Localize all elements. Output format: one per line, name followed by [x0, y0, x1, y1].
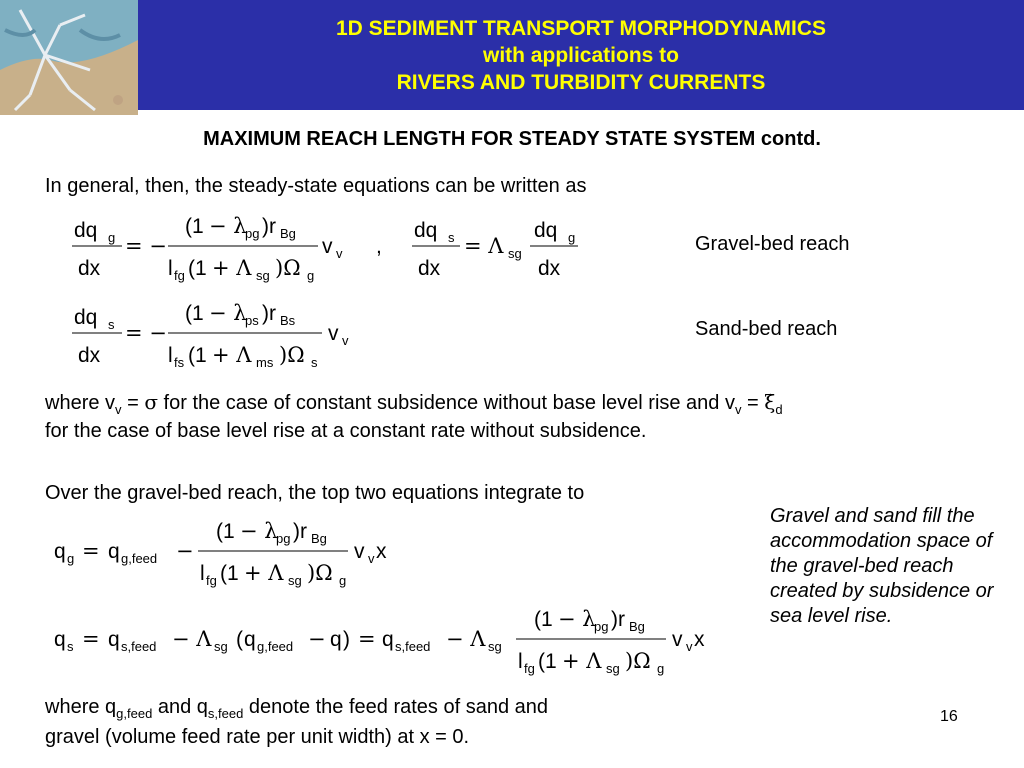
eq-text: q — [244, 628, 256, 651]
eq-text: s — [67, 639, 74, 654]
eq-text: g,feed — [257, 639, 294, 654]
eq-text: pg — [245, 226, 260, 241]
subscript: g,feed — [116, 706, 153, 721]
eq-text: q — [330, 628, 342, 651]
eq-text: dx — [418, 257, 441, 280]
eq-text: pg — [276, 531, 291, 546]
eq-text: , — [376, 235, 382, 258]
eq-text: dq — [74, 306, 98, 329]
eq-text: g — [67, 551, 75, 566]
eq-text: Bg — [311, 531, 327, 546]
eq-text: v — [368, 551, 375, 566]
equation-sand-dqs — [60, 292, 360, 377]
eq-text: (1 — [188, 257, 207, 280]
eq-text: s,feed — [121, 639, 157, 654]
eq-text: (1 — [188, 344, 207, 367]
eq-text: l — [200, 562, 205, 585]
text-segment: where v — [45, 392, 116, 414]
minus-lambda: − λ — [558, 607, 596, 631]
subscript: v — [735, 402, 742, 417]
eq-text: v — [686, 639, 693, 654]
eq-text: q — [382, 628, 394, 651]
eq-text: q — [108, 628, 120, 651]
omega: )Ω — [279, 343, 305, 367]
eq-text: fg — [174, 268, 185, 283]
delta-image-art — [0, 0, 138, 115]
equals-sign: = — [82, 627, 100, 651]
eq-text: l — [168, 344, 173, 367]
plus-Lambda: + Λ — [212, 256, 252, 280]
eq-text: dq — [534, 219, 558, 242]
feed-rate-line-2: gravel (volume feed rate per unit width) at x = 0. — [45, 726, 470, 748]
eq-text: pg — [594, 619, 609, 634]
xi-dot-symbol: ξ̇ — [764, 390, 776, 414]
delta-landscape-image — [0, 0, 138, 115]
minus-sign: − — [176, 539, 194, 563]
page-number: 16 — [940, 708, 958, 725]
text-segment: and q — [152, 696, 208, 718]
eq-text: sg — [606, 661, 620, 676]
equation-integrated-qs — [50, 598, 730, 683]
omega: )Ω — [275, 256, 301, 280]
minus-sign: − — [308, 627, 326, 651]
minus-lambda: − λ — [240, 519, 278, 543]
banner-line-2: with applications to — [482, 44, 679, 67]
open-paren: ( — [236, 628, 243, 651]
header — [0, 0, 1024, 115]
eq-text: g — [339, 573, 347, 588]
eq-text: g — [307, 268, 315, 283]
eq-text: dx — [538, 257, 561, 280]
omega: )Ω — [307, 561, 333, 585]
eq-text: sg — [214, 639, 228, 654]
eq-text: ms — [256, 355, 274, 370]
eq-text: (1 — [216, 520, 235, 543]
eq-text: )r — [611, 608, 625, 631]
eq-text: s — [108, 317, 115, 332]
slide-title: MAXIMUM REACH LENGTH FOR STEADY STATE SYSTEM contd. — [203, 128, 821, 150]
text-segment: for the case of constant subsidence without base level rise and v — [157, 392, 735, 414]
plus-Lambda: + Λ — [562, 649, 602, 673]
omega: )Ω — [625, 649, 651, 673]
minus-lambda: − λ — [209, 214, 247, 238]
eq-text: fg — [206, 573, 217, 588]
eq-text: sg — [508, 246, 522, 261]
eq-text: )r — [262, 302, 276, 325]
plus-Lambda: + Λ — [244, 561, 284, 585]
eq-text: v — [354, 540, 365, 563]
subscript: s,feed — [207, 706, 244, 721]
integrate-text: Over the gravel-bed reach, the top two equations integrate to — [45, 482, 585, 504]
eq-text: fs — [174, 355, 185, 370]
eq-text: g — [108, 230, 116, 245]
eq-text: dx — [78, 257, 101, 280]
subscript: d — [775, 402, 783, 417]
eq-text: q — [108, 540, 120, 563]
text-segment: where q — [45, 696, 117, 718]
text-segment: = — [121, 392, 145, 414]
eq-text: sg — [256, 268, 270, 283]
eq-text: dq — [74, 219, 98, 242]
equals-sign: = — [82, 539, 100, 563]
text-segment: denote the feed rates of sand and — [243, 696, 549, 718]
eq-text: x — [694, 628, 705, 651]
plus-Lambda: + Λ — [212, 343, 252, 367]
eq-text: (1 — [185, 302, 204, 325]
side-note: Gravel and sand fill the accommodation space of the gravel-bed reach created by subsidence or sea level rise. — [770, 505, 994, 627]
eq-text: ps — [245, 313, 259, 328]
close-paren: ) — [343, 628, 350, 651]
feed-rate-line — [45, 695, 548, 726]
eq-text: sg — [288, 573, 302, 588]
minus-lambda: − λ — [209, 301, 247, 325]
eq-text: (1 — [538, 650, 557, 673]
eq-text: (1 — [220, 562, 239, 585]
gravel-bed-label: Gravel-bed reach — [695, 233, 850, 255]
banner-line-1: 1D SEDIMENT TRANSPORT MORPHODYNAMICS — [335, 17, 827, 40]
eq-text: fg — [524, 661, 535, 676]
eq-text: (1 — [185, 215, 204, 238]
eq-text: dx — [78, 344, 101, 367]
eq-text: dq — [414, 219, 438, 242]
eq-text: g,feed — [121, 551, 158, 566]
eq-text: l — [518, 650, 523, 673]
eq-text: Bs — [280, 313, 296, 328]
intro-text: In general, then, the steady-state equations can be written as — [45, 175, 587, 197]
equals-sign: = − — [125, 234, 167, 258]
eq-text: g — [568, 230, 576, 245]
equation-gravel-dqs — [372, 205, 592, 290]
eq-text: s — [448, 230, 455, 245]
title-banner — [138, 0, 1024, 110]
where-vv-line — [45, 390, 783, 422]
eq-text: q — [54, 540, 66, 563]
eq-text: v — [672, 628, 683, 651]
eq-text: (1 — [534, 608, 553, 631]
equation-integrated-qg — [50, 510, 410, 595]
eq-text: l — [168, 257, 173, 280]
eq-text: v — [328, 322, 339, 345]
subscript: v — [115, 402, 122, 417]
eq-text: s — [311, 355, 318, 370]
eq-text: v — [322, 235, 333, 258]
sand-bed-label: Sand-bed reach — [695, 318, 838, 340]
eq-text: )r — [262, 215, 276, 238]
eq-text: q — [54, 628, 66, 651]
minus-Lambda: − Λ — [446, 627, 486, 651]
banner-line-3: RIVERS AND TURBIDITY CURRENTS — [396, 71, 766, 94]
minus-Lambda: − Λ — [172, 627, 212, 651]
eq-text: )r — [293, 520, 307, 543]
equals-sign: = − — [125, 321, 167, 345]
eq-text: v — [336, 246, 343, 261]
eq-text: s,feed — [395, 639, 431, 654]
eq-text: sg — [488, 639, 502, 654]
eq-text: Bg — [629, 619, 645, 634]
sigma-symbol: σ — [144, 390, 158, 414]
equals-sign: = — [358, 627, 376, 651]
base-level-line: for the case of base level rise at a constant rate without subsidence. — [45, 420, 647, 442]
eq-text: Bg — [280, 226, 296, 241]
eq-text: g — [657, 661, 665, 676]
eq-text: v — [342, 333, 349, 348]
equals-Lambda: = Λ — [464, 234, 504, 258]
equation-gravel-dqg — [60, 205, 360, 290]
text-segment: = — [741, 392, 765, 414]
eq-text: x — [376, 540, 387, 563]
